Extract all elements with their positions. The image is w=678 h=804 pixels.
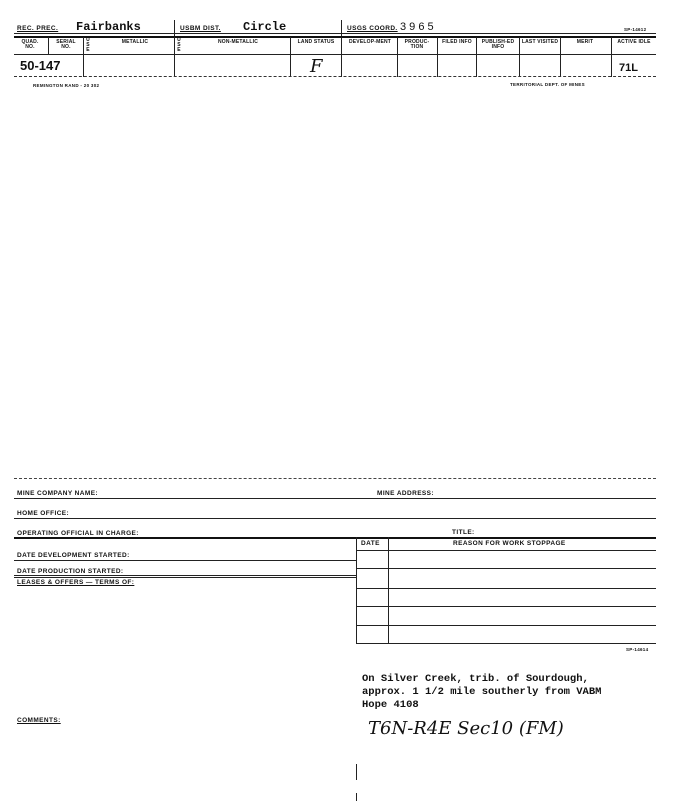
col-divider <box>174 37 175 77</box>
form-rule <box>14 577 356 578</box>
col-divider <box>519 37 520 77</box>
table-rule <box>356 568 656 569</box>
leases-label: LEASES & OFFERS — TERMS OF: <box>17 579 135 586</box>
usbm-dist-label: USBM DIST. <box>180 25 221 32</box>
form-rule <box>14 560 356 561</box>
col-divider <box>397 37 398 77</box>
table-rule <box>356 625 656 626</box>
development-started-label: DATE DEVELOPMENT STARTED: <box>17 552 130 559</box>
col-divider <box>476 37 477 77</box>
form-number-bottom: SP-14614 <box>626 647 649 652</box>
land-status-value: F <box>310 56 323 77</box>
col-divider <box>437 37 438 77</box>
col-use-a: U S E <box>86 37 90 53</box>
col-metallic: METALLIC <box>121 39 149 45</box>
header-divider <box>341 20 342 36</box>
comments-label: COMMENTS: <box>17 717 61 724</box>
header-rule <box>14 33 656 34</box>
remington-note: REMINGTON RAND - 20 302 <box>33 83 100 88</box>
col-divider <box>48 37 49 55</box>
notes-line-2: approx. 1 1/2 mile southerly from VABM <box>362 686 602 698</box>
stray-mark <box>356 764 357 780</box>
col-divider <box>560 37 561 77</box>
table-rule <box>356 588 656 589</box>
col-divider <box>290 37 291 77</box>
home-office-label: HOME OFFICE: <box>17 510 70 517</box>
table-left-border <box>356 537 357 644</box>
col-use-b: U S E <box>177 37 181 53</box>
perforated-edge <box>14 76 656 77</box>
usgs-coord-value: 3 9 6 5 <box>400 21 434 33</box>
col-last-visited: LAST VISITED <box>521 39 559 45</box>
bottom-card-edge <box>14 478 656 479</box>
header-divider <box>174 20 175 36</box>
date-header: DATE <box>361 540 380 547</box>
stray-mark <box>356 793 357 801</box>
reason-header: REASON FOR WORK STOPPAGE <box>453 540 566 547</box>
handwritten-location: T6N-R4E Sec10 (FM) <box>368 718 564 739</box>
table-rule <box>356 550 656 551</box>
form-rule <box>14 518 656 519</box>
territorial-dept-note: TERRITORIAL DEPT. OF MINES <box>510 82 585 87</box>
col-land-status: LAND STATUS <box>297 39 335 45</box>
col-quad-no: QUAD. NO. <box>21 39 39 50</box>
production-started-label: DATE PRODUCTION STARTED: <box>17 568 124 575</box>
col-divider <box>611 37 612 77</box>
col-published-info: PUBLISH-ED INFO <box>481 39 515 50</box>
date-column-divider <box>388 537 389 644</box>
col-merit: MERIT <box>576 39 594 45</box>
mine-address-label: MINE ADDRESS: <box>377 490 434 497</box>
mine-company-name-label: MINE COMPANY NAME: <box>17 490 98 497</box>
form-rule <box>14 575 356 576</box>
usbm-dist-value: Circle <box>243 20 287 34</box>
title-label: TITLE: <box>452 529 475 536</box>
form-number-top: SP-14612 <box>624 27 647 32</box>
col-serial-no: SERIAL NO. <box>56 39 76 50</box>
location-notes <box>362 673 601 712</box>
col-divider <box>341 37 342 77</box>
col-divider <box>83 37 84 77</box>
form-rule <box>14 498 656 499</box>
col-production: PRODUC-TION <box>404 39 430 50</box>
col-active-idle: ACTIVE IDLE <box>617 39 651 45</box>
col-filed-info: FILED INFO <box>442 39 472 45</box>
usgs-coord-label: USGS COORD. <box>347 25 398 32</box>
table-rule <box>356 606 656 607</box>
notes-line-3: Hope 4108 <box>362 699 419 711</box>
active-idle-value: 71L <box>619 62 638 74</box>
col-development: DEVELOP-MENT <box>348 39 392 45</box>
notes-line-1: On Silver Creek, trib. of Sourdough, <box>362 673 589 685</box>
col-non-metallic: NON-METALLIC <box>217 39 259 45</box>
form-rule-thick <box>14 537 656 539</box>
table-rule <box>356 643 656 644</box>
quad-serial-value: 50-147 <box>20 58 61 73</box>
rec-prec-label: REC. PREC. <box>17 25 59 32</box>
operating-official-label: OPERATING OFFICIAL IN CHARGE: <box>17 530 139 537</box>
rec-prec-value: Fairbanks <box>76 20 141 34</box>
